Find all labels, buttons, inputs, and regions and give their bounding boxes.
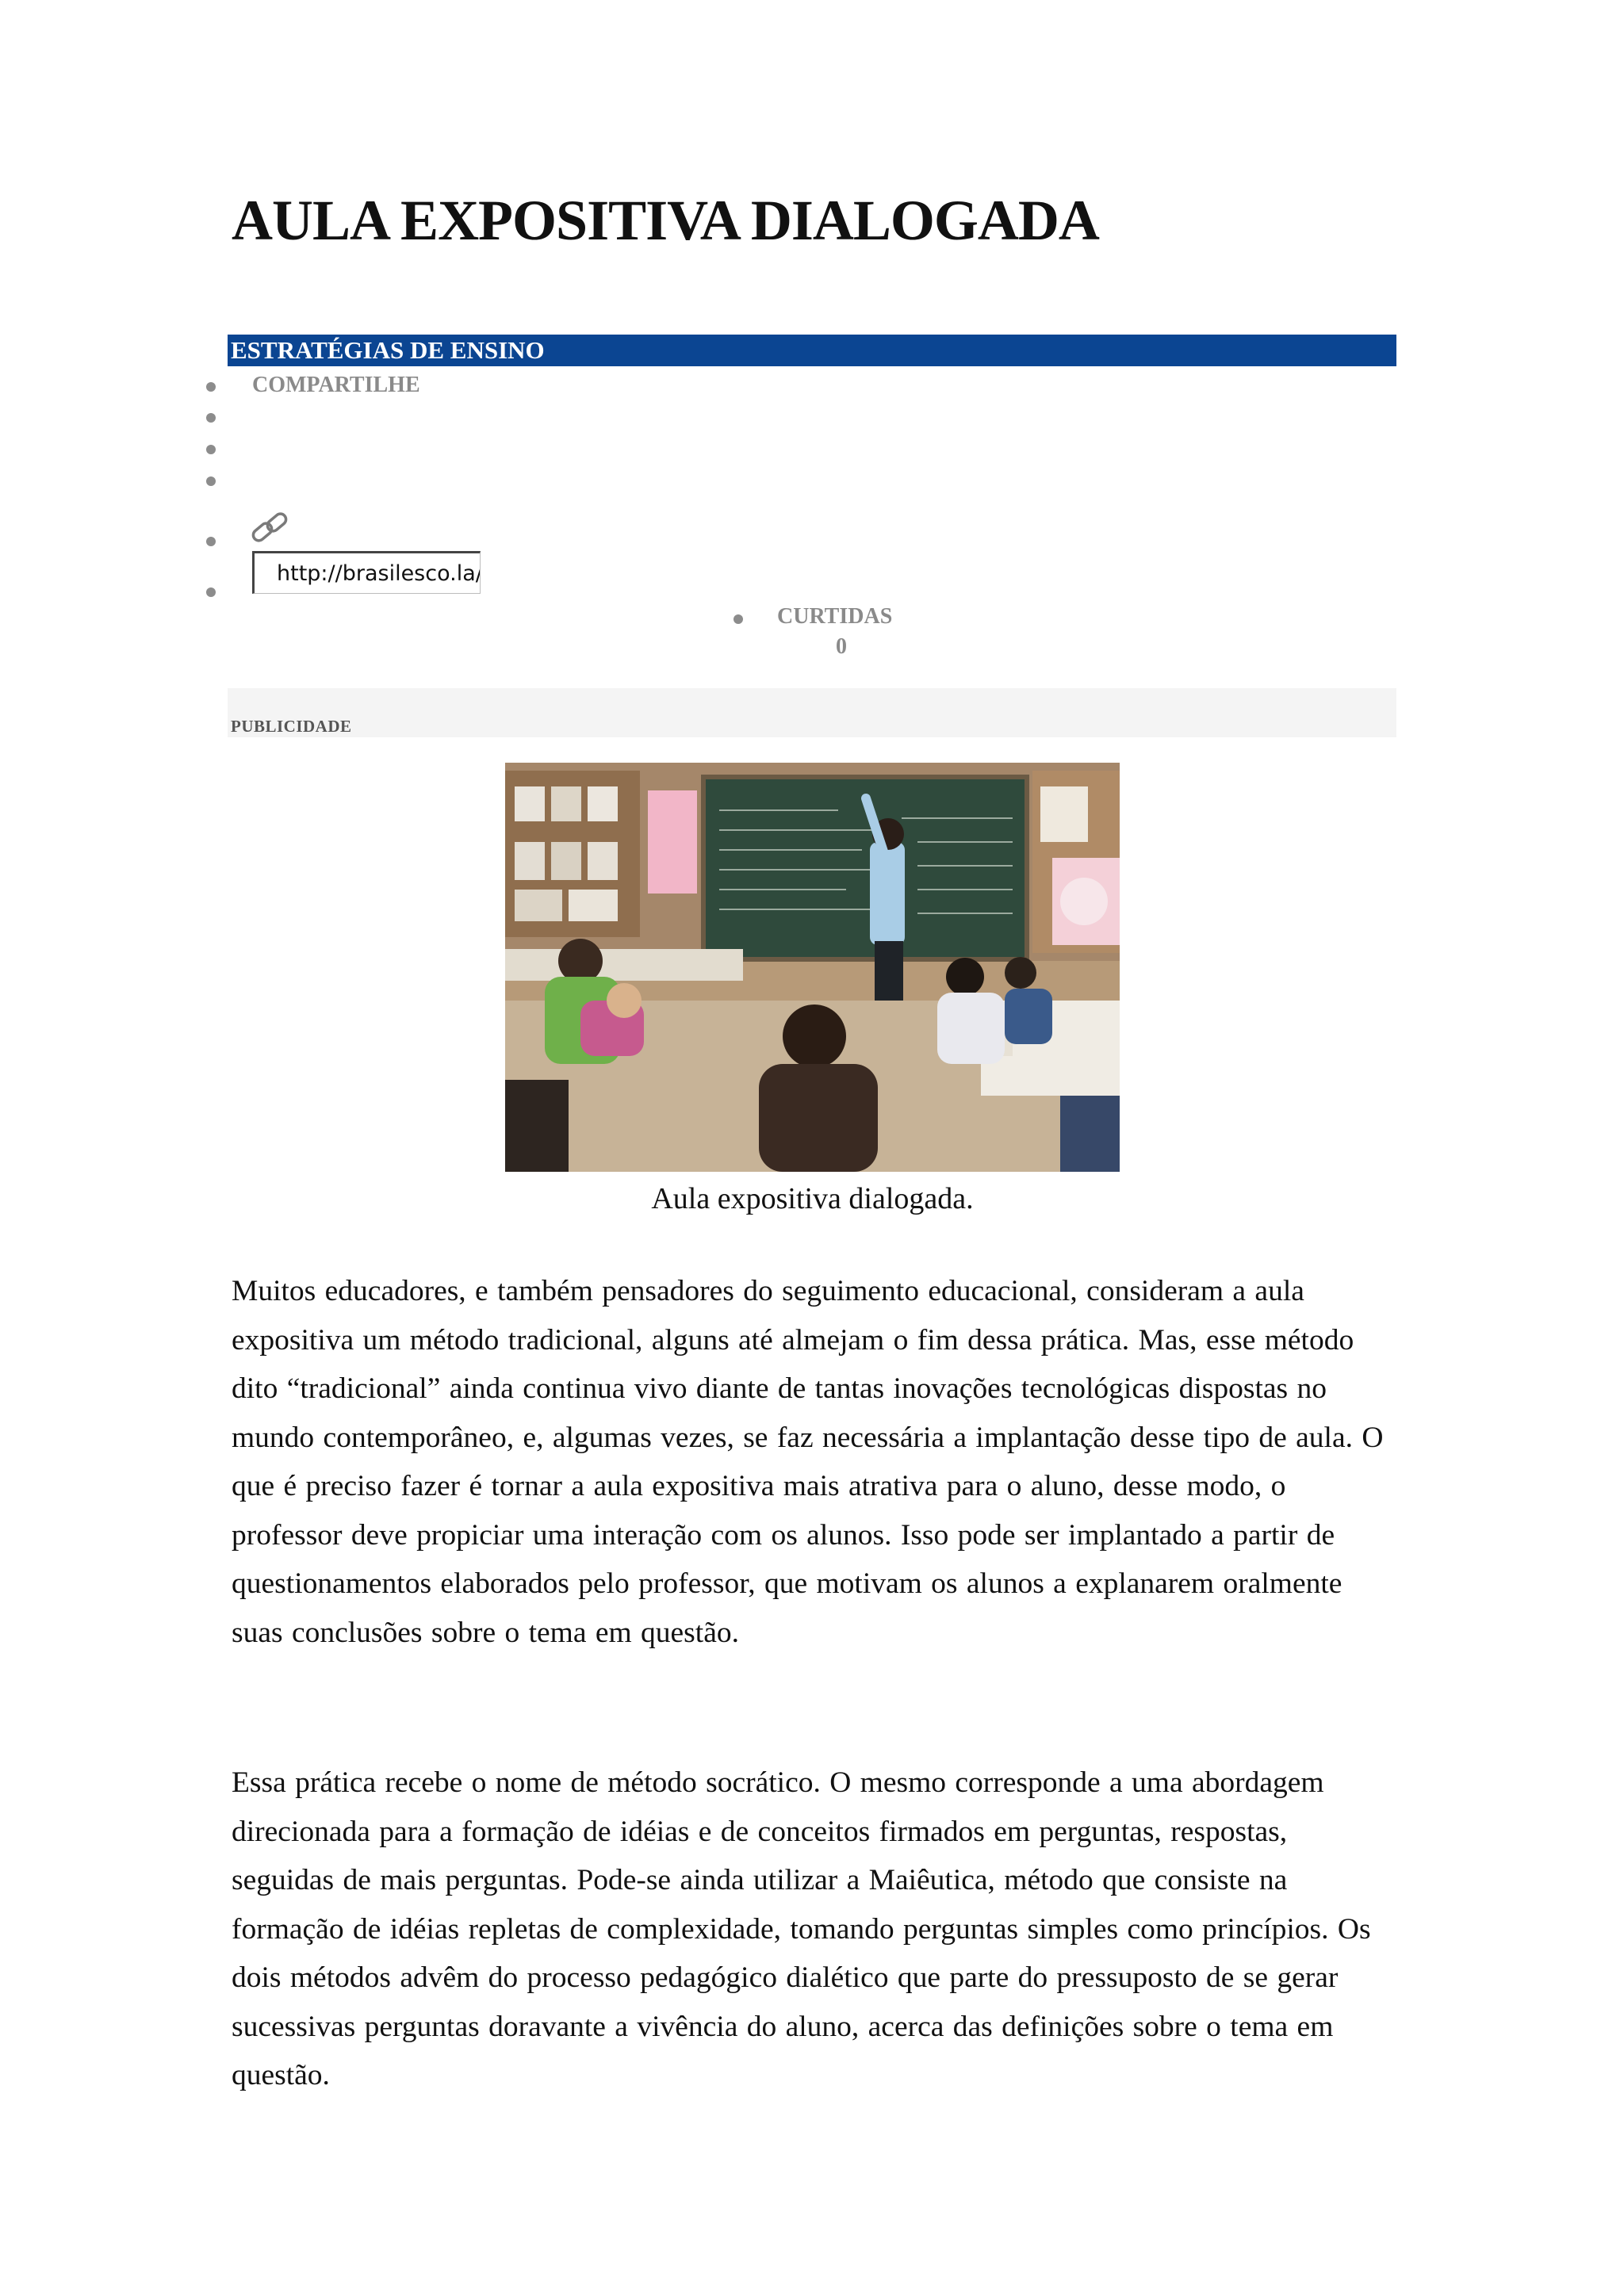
list-bullet: [206, 476, 216, 486]
likes-label: CURTIDAS: [777, 604, 893, 629]
list-bullet: [206, 413, 216, 423]
article-paragraph: Muitos educadores, e também pensadores do seguimento educacional, consideram a aula expositiva um método tradicional, alguns até almejam o fim dessa prática. Mas, esse método dito “tradicional” ainda continua vivo diante de tantas inovações tecnológicas dispostas no mundo contemporâneo, e, algumas vezes, se faz necessária a implantação desse tipo de aula. O que é preciso fazer é tornar a aula expositiva mais atrativa para o aluno, desse modo, o professor deve propiciar uma interação com os alunos. Isso pode ser implantado a partir de questionamentos elaborados pelo professor, que motivam os alunos a explanarem oralmente suas conclusões sobre o tema em questão.: [232, 1275, 1384, 1649]
list-bullet: [206, 587, 216, 597]
share-label: COMPARTILHE: [252, 373, 420, 397]
list-bullet: [206, 382, 216, 392]
likes-count: 0: [836, 634, 847, 659]
advertisement-box: [228, 688, 1396, 737]
list-bullet: [206, 445, 216, 454]
list-bullet: [733, 614, 743, 624]
link-icon[interactable]: [249, 507, 290, 549]
article-paragraph: Essa prática recebe o nome de método socrático. O mesmo corresponde a uma abordagem direcionada para a formação de idéias e de conceitos firmados em perguntas, respostas, seguidas de mais perguntas. Pode-se ainda utilizar a Maiêutica, método que consiste na formação de idéias repletas de complexidade, tomando perguntas simples como princípios. Os dois métodos advêm do processo pedagógico dialético que parte do pressuposto de se gerar sucessivas perguntas doravante a vivência do aluno, acerca das definições sobre o tema em questão.: [232, 1766, 1371, 2091]
share-url-field[interactable]: [252, 551, 481, 594]
advertisement-label: PUBLICIDADE: [231, 717, 352, 736]
image-caption: Aula expositiva dialogada.: [651, 1182, 974, 1215]
category-link[interactable]: ESTRATÉGIAS DE ENSINO: [228, 335, 1396, 366]
list-bullet: [206, 537, 216, 546]
page-title: AULA EXPOSITIVA DIALOGADA: [232, 189, 1099, 252]
classroom-photo: [505, 763, 1120, 1172]
